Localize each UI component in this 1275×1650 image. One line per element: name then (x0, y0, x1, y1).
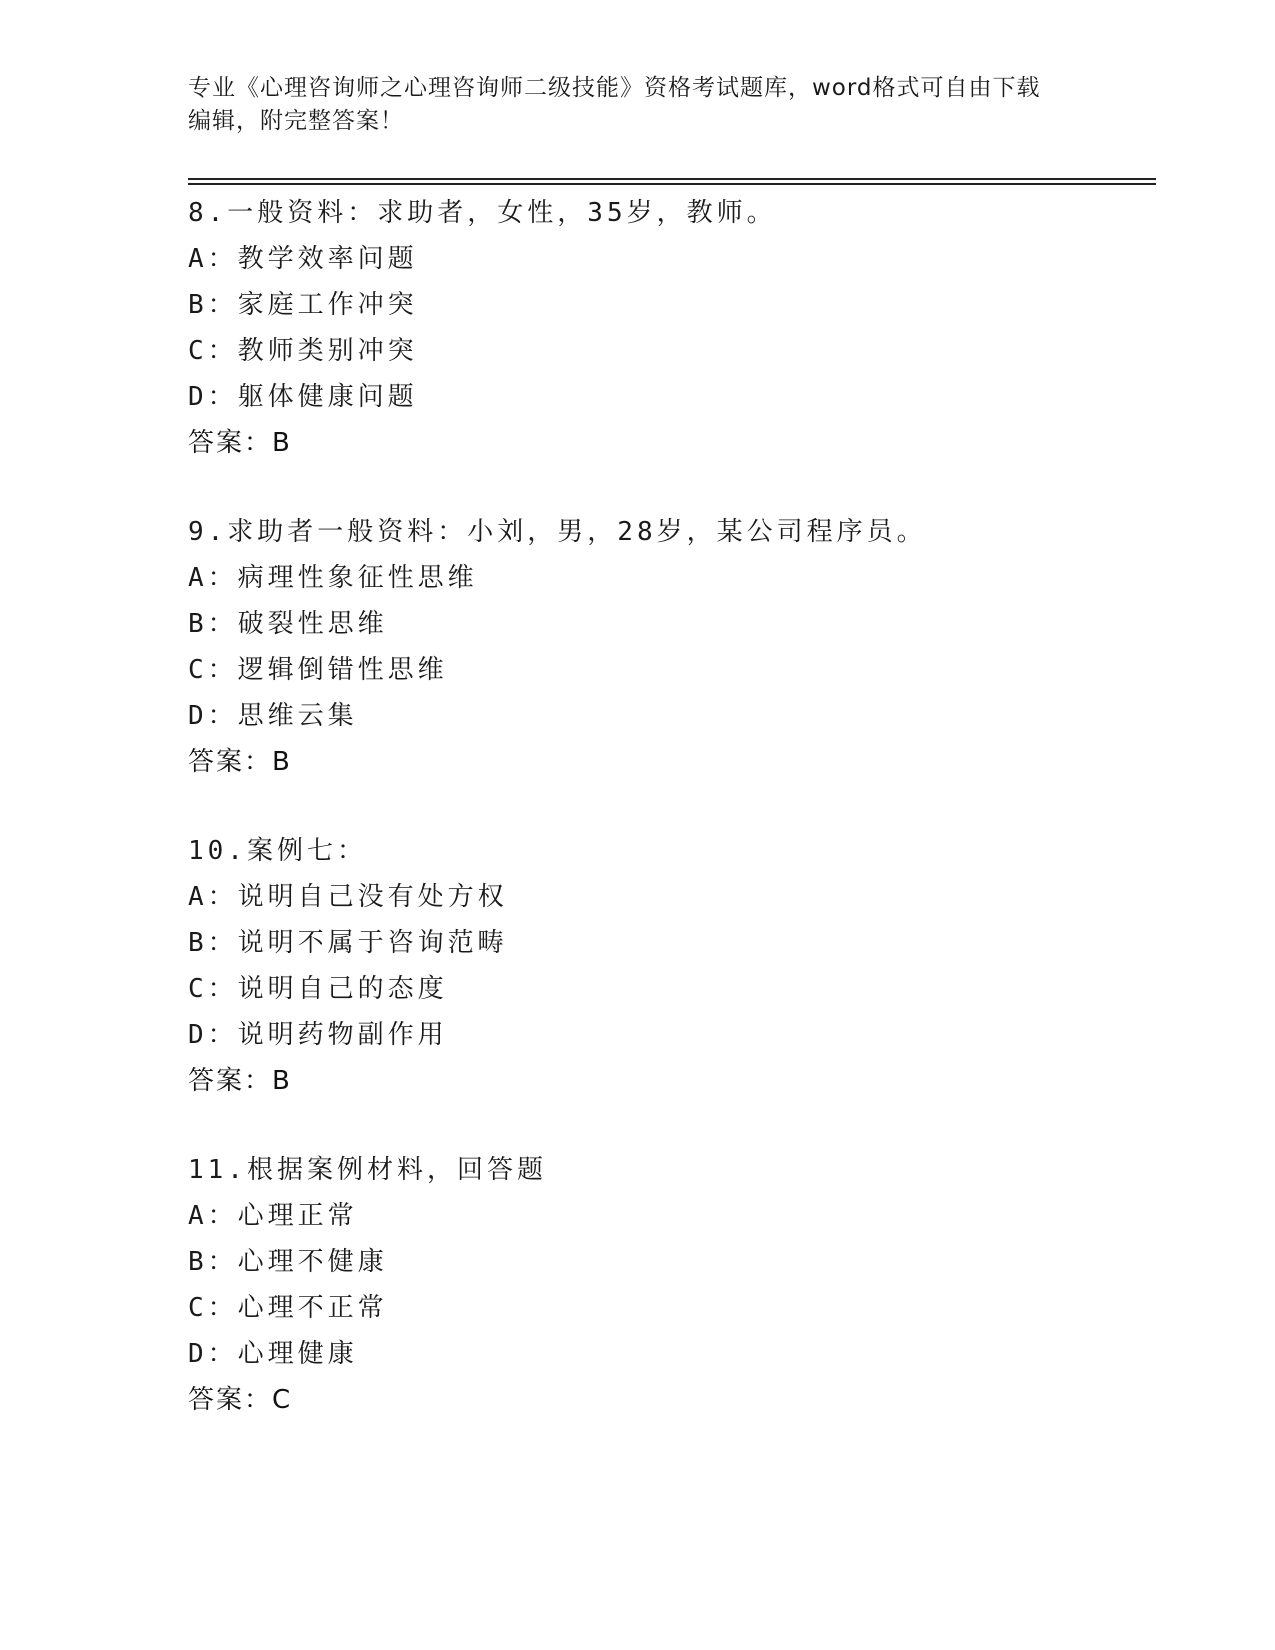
answer-key: 答案：B (188, 747, 292, 777)
option-b: B：破裂性思维 (188, 609, 388, 639)
option-d: D：心理健康 (188, 1339, 358, 1369)
question-10 (188, 828, 1148, 1104)
option-c: C：逻辑倒错性思维 (188, 655, 448, 685)
option-b: B：心理不健康 (188, 1247, 388, 1277)
option-d: D：思维云集 (188, 701, 358, 731)
option-a: A：说明自己没有处方权 (188, 882, 508, 912)
header-line-1: 专业《心理咨询师之心理咨询师二级技能》资格考试题库，word格式可自由下载 (188, 75, 1041, 101)
option-a: A：心理正常 (188, 1201, 358, 1231)
option-a: A：教学效率问题 (188, 244, 418, 274)
header-divider-bottom (188, 183, 1156, 185)
question-11 (188, 1147, 1148, 1423)
option-a: A：病理性象征性思维 (188, 563, 478, 593)
answer-key: 答案：B (188, 428, 292, 458)
option-d: D：躯体健康问题 (188, 382, 418, 412)
question-list (188, 190, 1148, 1423)
question-stem: 11.根据案例材料，回答题 (188, 1155, 547, 1185)
option-b: B：家庭工作冲突 (188, 290, 418, 320)
question-8 (188, 190, 1148, 466)
question-stem: 9.求助者一般资料：小刘，男，28岁，某公司程序员。 (188, 517, 927, 547)
option-c: C：说明自己的态度 (188, 974, 448, 1004)
header-divider-top (188, 178, 1156, 180)
answer-key: 答案：C (188, 1385, 293, 1415)
document-header (188, 72, 1068, 138)
question-stem: 8.一般资料：求助者，女性，35岁，教师。 (188, 198, 777, 228)
header-line-2: 编辑，附完整答案！ (188, 108, 404, 134)
option-b: B：说明不属于咨询范畴 (188, 928, 508, 958)
question-stem: 10.案例七： (188, 836, 367, 866)
option-c: C：教师类别冲突 (188, 336, 418, 366)
option-d: D：说明药物副作用 (188, 1020, 448, 1050)
question-9 (188, 509, 1148, 785)
answer-key: 答案：B (188, 1066, 292, 1096)
option-c: C：心理不正常 (188, 1293, 388, 1323)
